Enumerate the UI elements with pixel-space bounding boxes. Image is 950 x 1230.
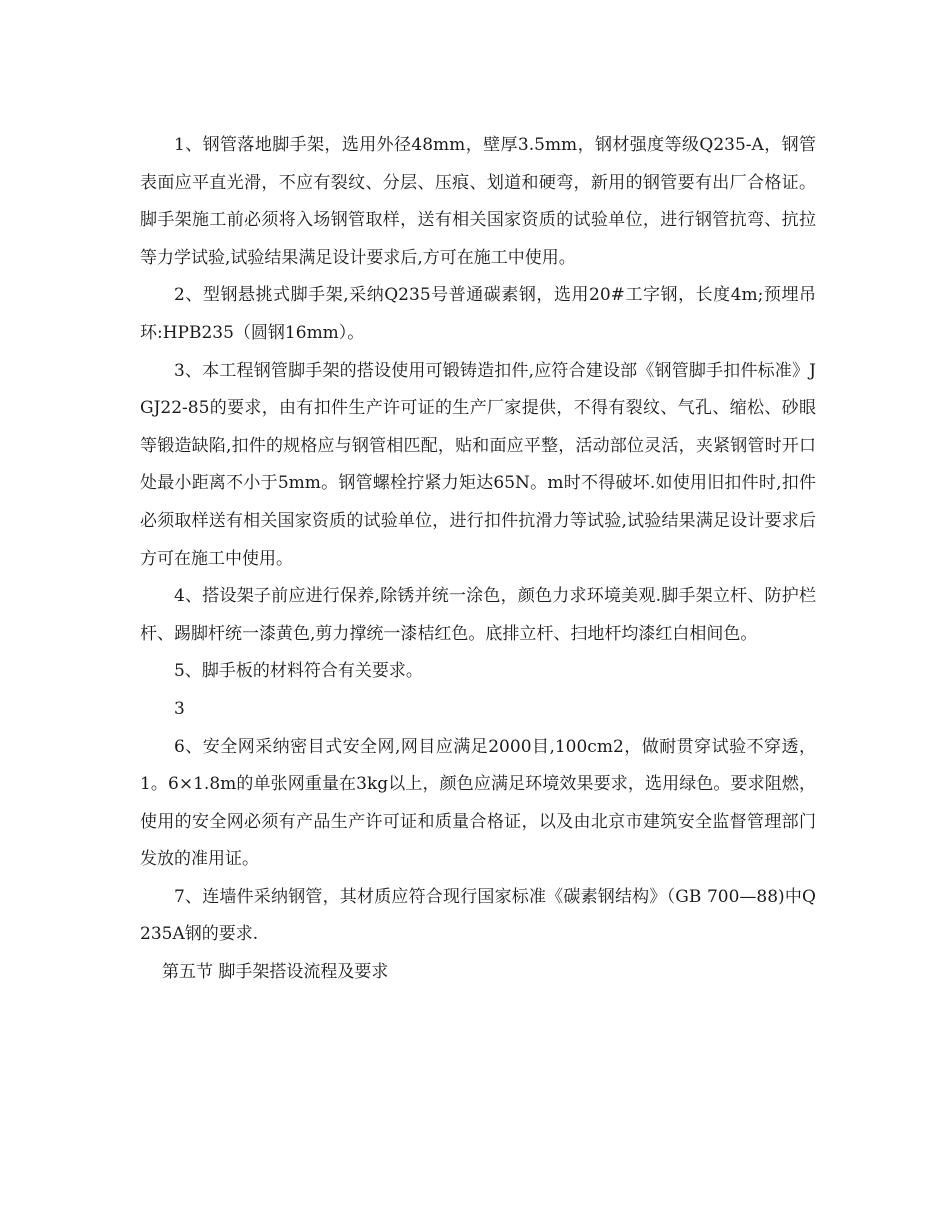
paragraph-5: 5、脚手板的材料符合有关要求。 bbox=[174, 661, 423, 682]
section-heading: 第五节 脚手架搭设流程及要求 bbox=[162, 962, 389, 983]
document-body bbox=[140, 127, 816, 992]
paragraph-2: 2、型钢悬挑式脚手架,采纳Q235号普通碳素钢，选用20#工字钢，长度4m;预埋吊环:HPB235（圆钢16mm）。 bbox=[140, 285, 816, 343]
paragraph-7: 7、连墙件采纳钢管，其材质应符合现行国家标准《碳素钢结构》（GB 700—88)中Q235A钢的要求. bbox=[140, 886, 816, 945]
page-number-marker: 3 bbox=[174, 698, 185, 719]
paragraph-4: 4、搭设架子前应进行保养,除锈并统一涂色，颜色力求环境美观.脚手架立杆、防护栏杆、踢脚杆统一漆黄色,剪力撑统一漆桔红色。底排立杆、扫地杆均漆红白相间色。 bbox=[140, 586, 816, 644]
paragraph-1: 1、钢管落地脚手架，选用外径48mm，壁厚3.5mm，钢材强度等级Q235-A，钢管表面应平直光滑，不应有裂纹、分层、压痕、划道和硬弯，新用的钢管要有出厂合格证。脚手架施工前必须将入场钢管取样，送有相关国家资质的试验单位，进行钢管抗弯、抗拉等力学试验,试验结果满足设计要求后,方可在施工中使用。 bbox=[140, 135, 816, 268]
paragraph-3: 3、本工程钢管脚手架的搭设使用可锻铸造扣件,应符合建设部《钢管脚手扣件标准》JGJ22-85的要求，由有扣件生产许可证的生产厂家提供，不得有裂纹、气孔、缩松、砂眼等锻造缺陷,扣件的规格应与钢管相匹配，贴和面应平整，活动部位灵活，夹紧钢管时开口处最小距离不小于5mm。钢管螺栓拧紧力矩达65N。m时不得破坏.如使用旧扣件时,扣件必须取样送有相关国家资质的试验单位，进行扣件抗滑力等试验,试验结果满足设计要求后方可在施工中使用。 bbox=[140, 360, 816, 569]
paragraph-6: 6、安全网采纳密目式安全网,网目应满足2000目,100cm2，做耐贯穿试验不穿透，1。6×1.8m的单张网重量在3kg以上，颜色应满足环境效果要求，选用绿色。要求阻燃，使用的安全网必须有产品生产许可证和质量合格证，以及由北京市建筑安全监督管理部门发放的准用证。 bbox=[140, 736, 816, 870]
